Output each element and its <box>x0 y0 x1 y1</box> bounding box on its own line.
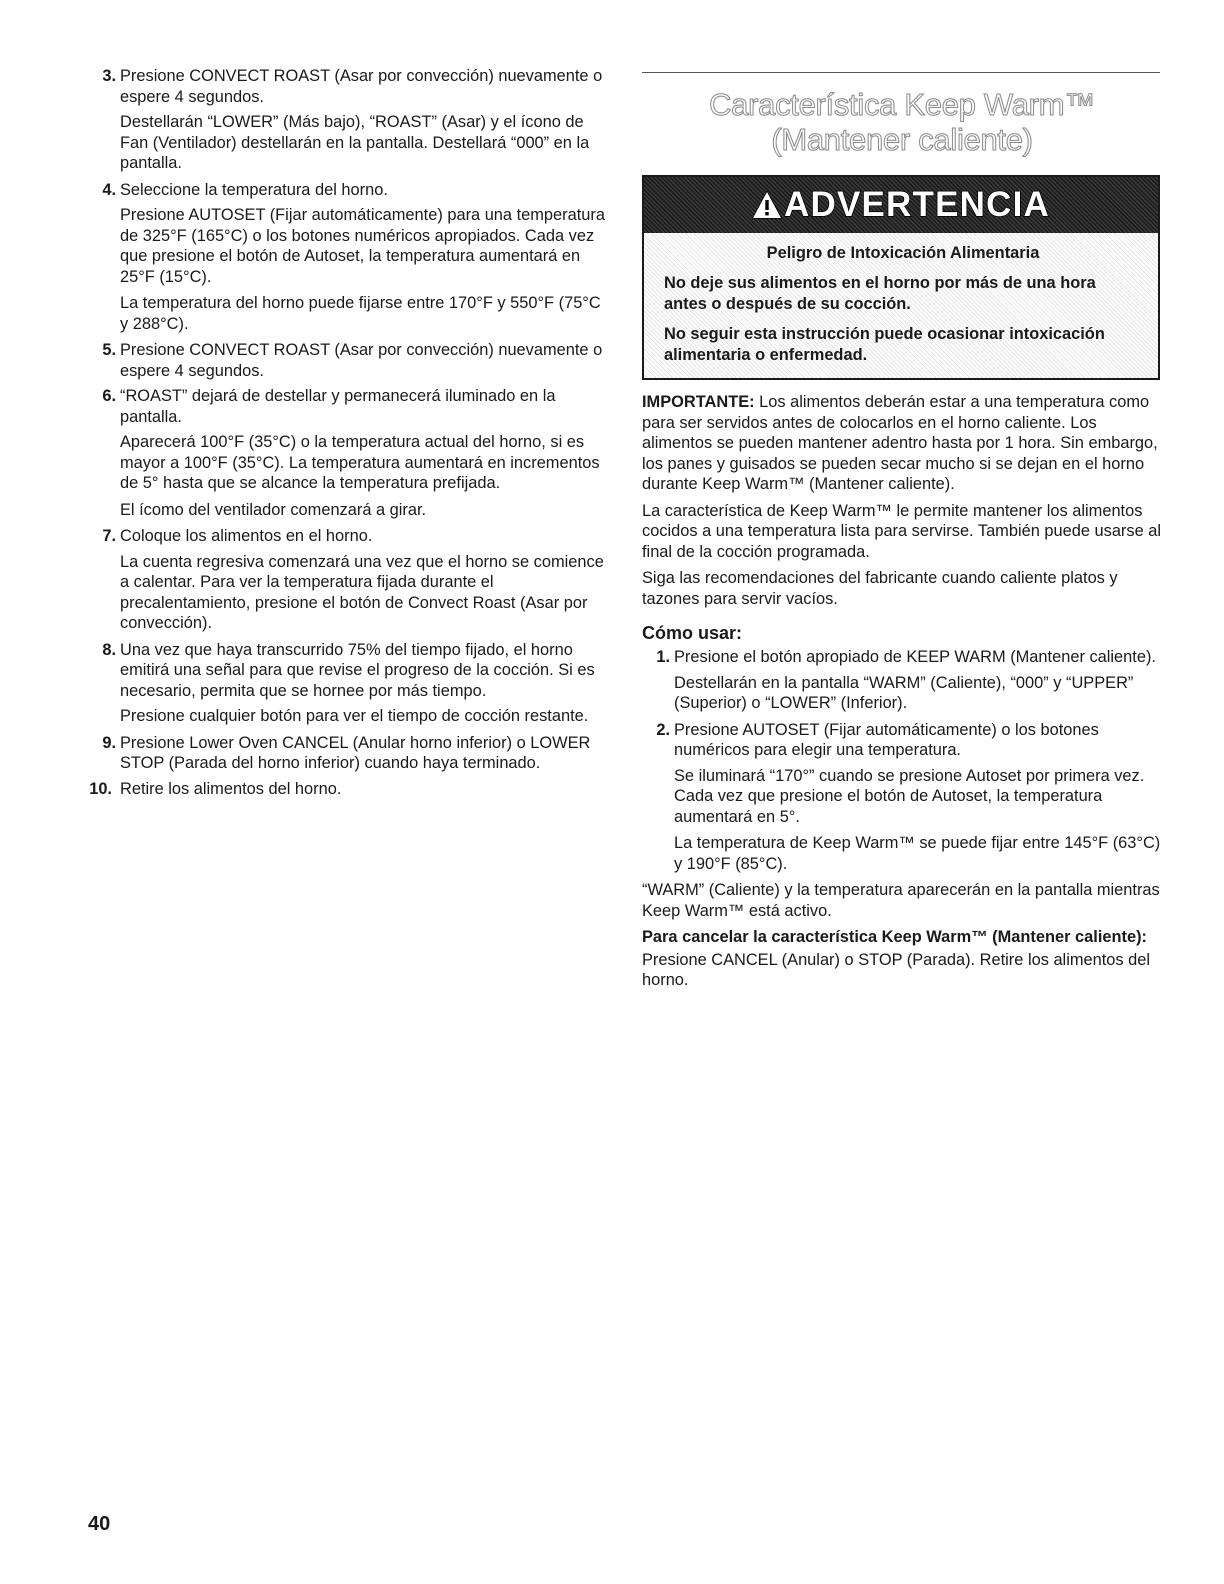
step-number: 4. <box>102 180 116 199</box>
warm-display-paragraph: “WARM” (Caliente) y la temperatura aparecerán en la pantalla mientras Keep Warm™ está activo. <box>642 881 1160 920</box>
recommend-paragraph: Siga las recomendaciones del fabricante cuando caliente platos y tazones para servir vacíos. <box>642 569 1118 608</box>
warning-header-text: ADVERTENCIA <box>784 185 1050 224</box>
left-column <box>88 66 608 804</box>
step-detail: Presione AUTOSET (Fijar automáticamente) para una temperatura de 325°F (165°C) o los botones numéricos apropiados. Cada vez que presione el botón de Autoset, la temperatura aumentará en 25°F (15°C). <box>120 206 605 286</box>
keepwarm-step-1 <box>642 647 1162 714</box>
step-number: 6. <box>102 387 116 405</box>
step-number: 5. <box>102 341 116 359</box>
cancel-paragraph: Presione CANCEL (Anular) o STOP (Parada). Retire los alimentos del horno. <box>642 950 1151 989</box>
how-to-use-heading: Cómo usar: <box>642 623 743 643</box>
step-detail: La cuenta regresiva comenzará una vez que el horno se comience a calentar. Para ver la temperatura fijada durante el precalentamiento, presione el botón de Convect Roast (Asar por convección). <box>120 552 604 632</box>
step-detail: La temperatura del horno puede fijarse entre 170°F y 550°F (75°C y 288°C). <box>120 294 601 333</box>
step-text: Presione CONVECT ROAST (Asar por convección) nuevamente o espere 4 segundos. <box>120 67 603 106</box>
step-text: Presione el botón apropiado de KEEP WARM (Mantener caliente). <box>674 648 1156 666</box>
step-4 <box>88 180 608 335</box>
step-text: Presione Lower Oven CANCEL (Anular horno inferior) o LOWER STOP (Parada del horno inferior) cuando haya terminado. <box>120 733 591 772</box>
step-number: 3. <box>102 67 116 85</box>
step-7 <box>88 526 608 634</box>
warning-box <box>642 175 1160 380</box>
step-number: 7. <box>102 527 116 545</box>
warning-triangle-icon <box>752 191 782 219</box>
step-number: 10. <box>89 779 112 798</box>
step-6 <box>88 386 608 520</box>
step-text: Presione CONVECT ROAST (Asar por convección) nuevamente o espere 4 segundos. <box>120 341 603 380</box>
step-detail: Aparecerá 100°F (35°C) o la temperatura actual del horno, si es mayor a 100°F (35°C). La temperatura aumentará en incrementos de 5° hasta que se alcance la temperatura prefijada. <box>120 433 600 492</box>
warning-header-content <box>752 185 1050 225</box>
warning-body <box>644 233 1158 378</box>
step-detail: Destellarán “LOWER” (Más bajo), “ROAST” (Asar) y el ícono de Fan (Ventilador) destellarán en la pantalla. Destellará “000” en la pantalla. <box>120 113 590 172</box>
step-number: 8. <box>102 640 116 659</box>
section-title-line2: (Mantener caliente) <box>771 122 1033 157</box>
keepwarm-step-2 <box>642 720 1162 875</box>
important-paragraph <box>642 392 1162 495</box>
step-number: 9. <box>102 733 116 752</box>
warning-hazard: Peligro de Intoxicación Alimentaria <box>766 244 1040 262</box>
step-9 <box>88 733 608 774</box>
step-number: 2. <box>656 720 670 739</box>
warning-header <box>644 177 1158 233</box>
important-label: IMPORTANTE: <box>642 393 755 411</box>
step-detail: El ícomo del ventilador comenzará a girar. <box>120 500 427 519</box>
cancel-heading: Para cancelar la característica Keep Warm™ (Mantener caliente): <box>642 928 1147 946</box>
step-5 <box>88 340 608 381</box>
right-column <box>642 66 1162 997</box>
section-title <box>642 87 1162 157</box>
step-10 <box>88 779 608 800</box>
page-number: 40 <box>88 1513 111 1535</box>
warning-line-1: No deje sus alimentos en el horno por más de una hora antes o después de su cocción. <box>664 274 1096 313</box>
step-detail: Presione cualquier botón para ver el tiempo de cocción restante. <box>120 707 589 725</box>
step-text: “ROAST” dejará de destellar y permanecerá iluminado en la pantalla. <box>120 387 556 426</box>
step-text: Seleccione la temperatura del horno. <box>120 180 388 199</box>
important-text: Los alimentos deberán estar a una temperatura como para ser servidos antes de colocarlos en el horno caliente. Los alimentos se pueden mantener adentro hasta por 1 hora. Sin embargo, los panes y guisados se pueden secar mucho si se dejan en el horno durante Keep Warm™ (Mantener caliente). <box>642 393 1158 493</box>
step-text: Retire los alimentos del horno. <box>120 779 342 798</box>
step-8 <box>88 640 608 727</box>
step-text: Presione AUTOSET (Fijar automáticamente) o los botones numéricos para elegir una temperatura. <box>674 720 1099 759</box>
step-text: Una vez que haya transcurrido 75% del tiempo fijado, el horno emitirá una señal para que revise el progreso de la cocción. Si es necesario, permita que se hornee por más tiempo. <box>120 640 595 700</box>
feature-paragraph: La característica de Keep Warm™ le permite mantener los alimentos cocidos a una temperatura lista para servirse. También puede usarse al final de la cocción programada. <box>642 501 1162 561</box>
step-detail: La temperatura de Keep Warm™ se puede fijar entre 145°F (63°C) y 190°F (85°C). <box>674 834 1161 873</box>
step-3 <box>88 66 608 174</box>
step-detail: Destellarán en la pantalla “WARM” (Caliente), “000” y “UPPER” (Superior) o “LOWER” (Inferior). <box>674 673 1134 712</box>
step-text: Coloque los alimentos en el horno. <box>120 527 373 545</box>
section-title-line1: Característica Keep Warm™ <box>709 87 1095 122</box>
step-number: 1. <box>656 648 670 666</box>
step-detail: Se iluminará “170°” cuando se presione Autoset por primera vez. Cada vez que presione el botón de Autoset, la temperatura aumentará en 5°. <box>674 766 1145 826</box>
warning-line-2: No seguir esta instrucción puede ocasionar intoxicación alimentaria o enfermedad. <box>664 325 1105 364</box>
section-divider <box>642 72 1160 73</box>
